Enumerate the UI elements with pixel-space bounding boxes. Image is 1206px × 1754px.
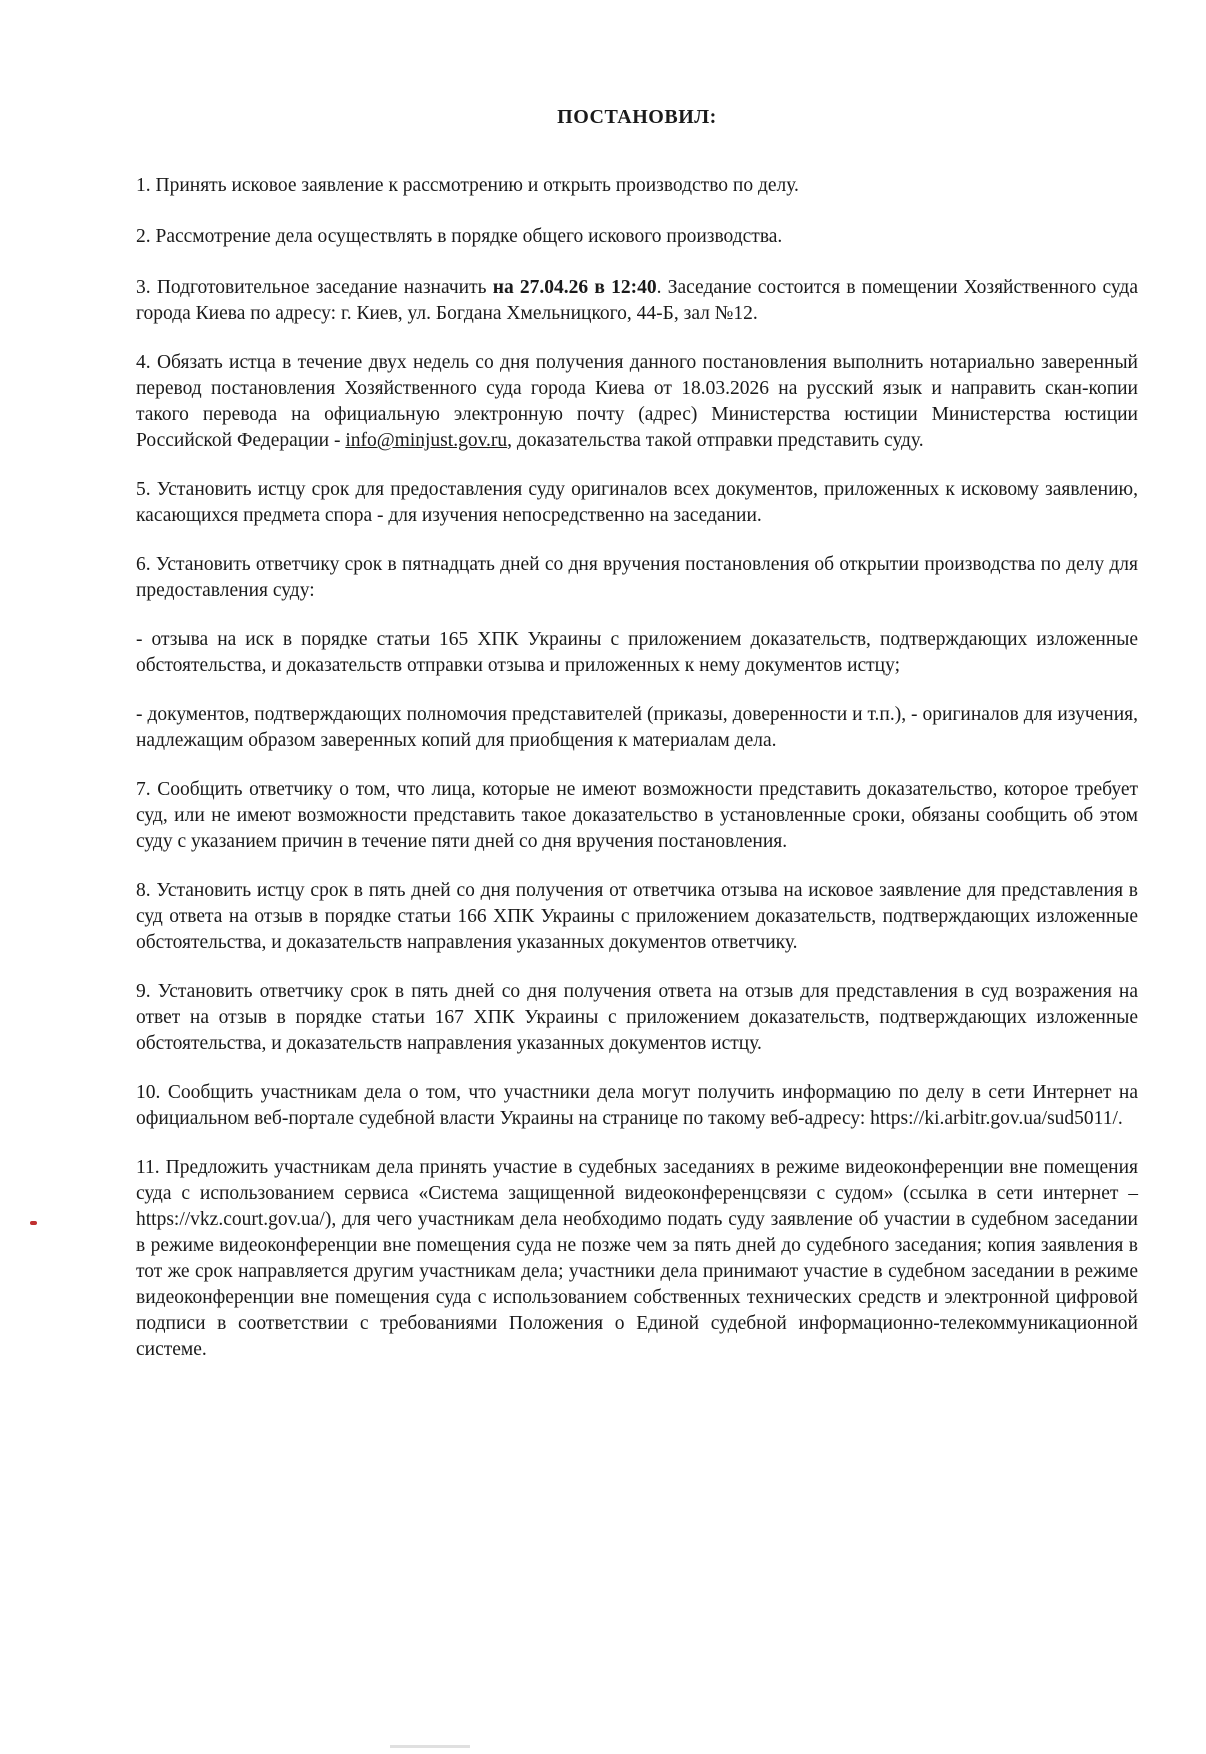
ministry-email-link[interactable]: info@minjust.gov.ru bbox=[345, 430, 508, 451]
paragraph-6: 6. Установить ответчику срок в пятнадцать дней со дня вручения постановления об открытии производства по делу для предоставления суду: bbox=[136, 554, 1138, 601]
hearing-date-time: на 27.04.26 в 12:40 bbox=[492, 277, 657, 298]
paragraph-7: 7. Сообщить ответчику о том, что лица, которые не имеют возможности представить доказательство, которое требует суд, или не имеют возможности представить такое доказательство в установленные сроки, обязаны сообщить об этом суду с указанием причин в течение пяти дней со дня вручения постановления. bbox=[136, 779, 1138, 852]
document-page bbox=[136, 106, 1138, 1386]
paragraph-4-text-start: 4. Обязать истца в течение двух недель со дня получения данного постановления выполнить нотариально заверенный перевод постановления Хозяйственного суда города Киева от 18.03.2026 на русский язык и направить скан-копии такого перевода на официальную электронную почту (адрес) Министерства юстиции Министерства юстиции Российской Федерации - bbox=[136, 352, 1138, 451]
scan-speck-mark bbox=[30, 1221, 37, 1225]
paragraph-2: 2. Рассмотрение дела осуществлять в порядке общего искового производства. bbox=[136, 226, 783, 247]
paragraph-11: 11. Предложить участникам дела принять участие в судебных заседаниях в режиме видеоконференции вне помещения суда с использованием сервиса «Система защищенной видеоконференцсвязи с судом» (ссылка в сети интернет – https://vkz.court.gov.ua/), для чего участникам дела необходимо подать суду заявление об участии в судебном заседании в режиме видеоконференции вне помещения суда не позже чем за пять дней до судебного заседания; копия заявления в тот же срок направляется другим участникам дела; участники дела принимают участие в судебном заседании в режиме видеоконференции вне помещения суда с использованием собственных технических средств и электронной цифровой подписи в соответствии с требованиями Положения о Единой судебной информационно-телекоммуникационной системе. bbox=[136, 1157, 1138, 1360]
paragraph-3 bbox=[136, 275, 1138, 327]
paragraph-9: 9. Установить ответчику срок в пять дней со дня получения ответа на отзыв для представления в суд возражения на ответ на отзыв в порядке статьи 167 ХПК Украины с приложением доказательств, подтверждающих изложенные обстоятельства, и доказательств направления указанных документов истцу. bbox=[136, 981, 1138, 1054]
paragraph-3-text-end: . Заседание состоится в помещении Хозяйственного суда города Киева по адресу: г. Киев, ул. Богдана Хмельницкого, 44-Б, зал №12. bbox=[136, 277, 1138, 324]
paragraph-4 bbox=[136, 350, 1138, 454]
paragraph-6-item-b: - документов, подтверждающих полномочия представителей (приказы, доверенности и т.п.), - оригиналов для изучения, надлежащим образом заверенных копий для приобщения к материалам дела. bbox=[136, 704, 1138, 751]
paragraph-6-item-a: - отзыва на иск в порядке статьи 165 ХПК Украины с приложением доказательств, подтверждающих изложенные обстоятельства, и доказательств отправки отзыва и приложенных к нему документов истцу; bbox=[136, 629, 1138, 676]
paragraph-10: 10. Сообщить участникам дела о том, что участники дела могут получить информацию по делу в сети Интернет на официальном веб-портале судебной власти Украины на странице по такому веб-адресу: https://ki.arbitr.gov.ua/sud5011/. bbox=[136, 1082, 1138, 1129]
paragraph-3-text-start: 3. Подготовительное заседание назначить bbox=[136, 277, 493, 298]
paragraph-1: 1. Принять исковое заявление к рассмотрению и открыть производство по делу. bbox=[136, 175, 799, 196]
document-title: ПОСТАНОВИЛ: bbox=[557, 106, 717, 128]
paragraph-8: 8. Установить истцу срок в пять дней со дня получения от ответчика отзыва на исковое заявление для представления в суд ответа на отзыв в порядке статьи 166 ХПК Украины с приложением доказательств, подтверждающих изложенные обстоятельства, и доказательств направления указанных документов ответчику. bbox=[136, 880, 1138, 953]
paragraph-5: 5. Установить истцу срок для предоставления суду оригиналов всех документов, приложенных к исковому заявлению, касающихся предмета спора - для изучения непосредственно на заседании. bbox=[136, 479, 1138, 526]
scan-edge-mark bbox=[390, 1745, 470, 1748]
paragraph-4-text-end: , доказательства такой отправки представить суду. bbox=[507, 430, 924, 451]
